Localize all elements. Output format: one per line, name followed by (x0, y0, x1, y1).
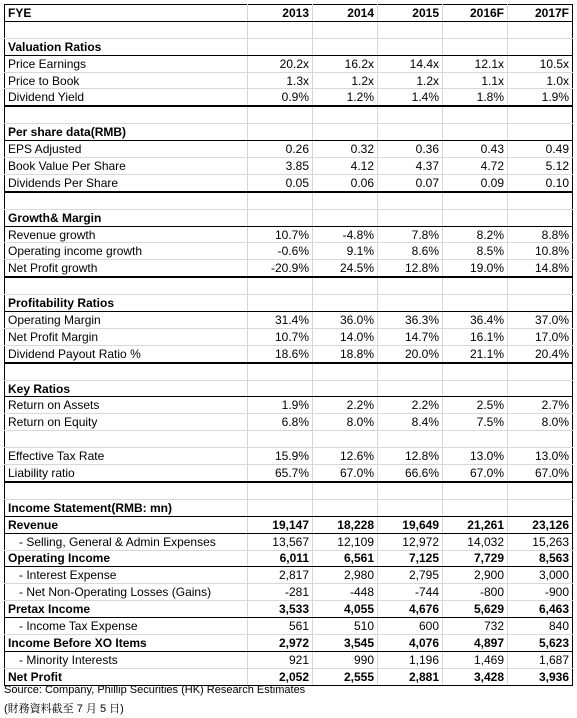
header-label: FYE (5, 5, 248, 22)
data-row (5, 516, 573, 533)
empty-cell (248, 431, 313, 448)
empty-cell (443, 124, 508, 141)
row-label: Revenue (5, 516, 248, 533)
value-cell: 8.8% (508, 226, 573, 243)
value-cell: 2,900 (443, 567, 508, 584)
value-cell: 4,055 (313, 601, 378, 618)
section-title-row (5, 38, 573, 55)
value-cell: -0.6% (248, 243, 313, 260)
empty-cell (508, 209, 573, 226)
value-cell: 1.9% (508, 89, 573, 106)
row-label: Operating income growth (5, 243, 248, 260)
data-row (5, 243, 573, 260)
data-date-note: (財務資料截至 7 月 5 日) (4, 703, 124, 715)
value-cell: 5,623 (508, 634, 573, 651)
value-cell: 840 (508, 618, 573, 635)
section-title: Profitability Ratios (5, 295, 248, 312)
empty-cell (5, 21, 248, 38)
empty-cell (248, 295, 313, 312)
value-cell: 12.8% (378, 260, 443, 277)
value-cell: 21.1% (443, 345, 508, 362)
value-cell: 24.5% (313, 260, 378, 277)
value-cell: 0.05 (248, 174, 313, 191)
data-row (5, 601, 573, 618)
data-row (5, 448, 573, 465)
value-cell: 1.0x (508, 72, 573, 89)
empty-cell (5, 431, 248, 448)
empty-cell (248, 380, 313, 397)
data-row (5, 345, 573, 362)
spacer-row (5, 277, 573, 294)
empty-cell (248, 363, 313, 380)
data-row (5, 55, 573, 72)
value-cell: 2.7% (508, 397, 573, 414)
empty-cell (248, 192, 313, 209)
value-cell: 1.9% (248, 397, 313, 414)
empty-cell (313, 106, 378, 123)
empty-cell (378, 295, 443, 312)
value-cell: 3,428 (443, 668, 508, 685)
value-cell: 4.72 (443, 158, 508, 175)
empty-cell (313, 124, 378, 141)
row-label: Return on Equity (5, 414, 248, 431)
data-row (5, 89, 573, 106)
data-row (5, 550, 573, 567)
row-label: Dividend Payout Ratio % (5, 345, 248, 362)
value-cell: 8.0% (313, 414, 378, 431)
data-row (5, 567, 573, 584)
empty-cell (508, 106, 573, 123)
value-cell: 8.5% (443, 243, 508, 260)
row-label: - Selling, General & Admin Expenses (5, 533, 248, 550)
value-cell: 7.5% (443, 414, 508, 431)
year-header: 2014 (313, 5, 378, 22)
data-row (5, 465, 573, 482)
section-title-row (5, 209, 573, 226)
value-cell: 1.2% (313, 89, 378, 106)
value-cell: 67.0% (443, 465, 508, 482)
section-title-row (5, 499, 573, 516)
value-cell: 10.7% (248, 226, 313, 243)
value-cell: 2.5% (443, 397, 508, 414)
empty-cell (443, 431, 508, 448)
empty-cell (5, 106, 248, 123)
value-cell: 20.0% (378, 345, 443, 362)
empty-cell (248, 21, 313, 38)
empty-cell (443, 482, 508, 499)
section-title: Per share data(RMB) (5, 124, 248, 141)
value-cell: 21,261 (443, 516, 508, 533)
empty-cell (443, 363, 508, 380)
value-cell: 23,126 (508, 516, 573, 533)
value-cell: 19,649 (378, 516, 443, 533)
data-row (5, 634, 573, 651)
value-cell: 37.0% (508, 312, 573, 329)
empty-cell (313, 277, 378, 294)
empty-cell (378, 38, 443, 55)
empty-cell (508, 38, 573, 55)
data-row (5, 174, 573, 191)
value-cell: 3,533 (248, 601, 313, 618)
empty-cell (508, 295, 573, 312)
value-cell: 2.2% (378, 397, 443, 414)
value-cell: 14.7% (378, 328, 443, 345)
empty-cell (248, 499, 313, 516)
section-title-row (5, 380, 573, 397)
empty-cell (313, 192, 378, 209)
value-cell: 1,687 (508, 651, 573, 668)
empty-cell (248, 482, 313, 499)
value-cell: 13.0% (443, 448, 508, 465)
row-label: Price Earnings (5, 55, 248, 72)
row-label: - Interest Expense (5, 567, 248, 584)
data-row (5, 668, 573, 685)
value-cell: 8.2% (443, 226, 508, 243)
section-title: Growth& Margin (5, 209, 248, 226)
value-cell: 8.6% (378, 243, 443, 260)
empty-cell (248, 38, 313, 55)
value-cell: 19.0% (443, 260, 508, 277)
spacer-row (5, 363, 573, 380)
value-cell: 67.0% (313, 465, 378, 482)
value-cell: 36.4% (443, 312, 508, 329)
value-cell: 15,263 (508, 533, 573, 550)
empty-cell (313, 380, 378, 397)
empty-cell (378, 124, 443, 141)
value-cell: -281 (248, 584, 313, 601)
value-cell: 0.36 (378, 141, 443, 158)
value-cell: -900 (508, 584, 573, 601)
row-label: Dividend Yield (5, 89, 248, 106)
row-label: Liability ratio (5, 465, 248, 482)
data-row (5, 158, 573, 175)
empty-cell (5, 363, 248, 380)
value-cell: 12,972 (378, 533, 443, 550)
data-row (5, 397, 573, 414)
spacer-row (5, 431, 573, 448)
empty-cell (443, 38, 508, 55)
section-title-row (5, 295, 573, 312)
empty-cell (248, 106, 313, 123)
row-label: Net Profit growth (5, 260, 248, 277)
row-label: - Minority Interests (5, 651, 248, 668)
value-cell: 4,076 (378, 634, 443, 651)
value-cell: 7,125 (378, 550, 443, 567)
value-cell: 12.6% (313, 448, 378, 465)
empty-cell (378, 21, 443, 38)
row-label: Income Before XO Items (5, 634, 248, 651)
section-title: Income Statement(RMB: mn) (5, 499, 248, 516)
value-cell: 12.1x (443, 55, 508, 72)
value-cell: 17.0% (508, 328, 573, 345)
row-label: Price to Book (5, 72, 248, 89)
empty-cell (248, 209, 313, 226)
empty-cell (378, 192, 443, 209)
empty-cell (378, 431, 443, 448)
data-row (5, 141, 573, 158)
empty-cell (313, 363, 378, 380)
value-cell: 3,000 (508, 567, 573, 584)
row-label: Revenue growth (5, 226, 248, 243)
header-row (5, 5, 573, 22)
value-cell: 67.0% (508, 465, 573, 482)
value-cell: 18.6% (248, 345, 313, 362)
empty-cell (5, 192, 248, 209)
empty-cell (508, 482, 573, 499)
empty-cell (443, 106, 508, 123)
empty-cell (443, 380, 508, 397)
empty-cell (508, 277, 573, 294)
empty-cell (313, 295, 378, 312)
value-cell: 14.0% (313, 328, 378, 345)
value-cell: 6,561 (313, 550, 378, 567)
value-cell: 19,147 (248, 516, 313, 533)
empty-cell (508, 21, 573, 38)
data-row (5, 226, 573, 243)
value-cell: 732 (443, 618, 508, 635)
value-cell: -800 (443, 584, 508, 601)
empty-cell (508, 499, 573, 516)
year-header: 2015 (378, 5, 443, 22)
value-cell: 36.0% (313, 312, 378, 329)
value-cell: 3.85 (248, 158, 313, 175)
row-label: EPS Adjusted (5, 141, 248, 158)
value-cell: 13,567 (248, 533, 313, 550)
section-title-row (5, 124, 573, 141)
value-cell: 2,980 (313, 567, 378, 584)
value-cell: 66.6% (378, 465, 443, 482)
empty-cell (313, 431, 378, 448)
value-cell: 36.3% (378, 312, 443, 329)
section-title: Key Ratios (5, 380, 248, 397)
empty-cell (443, 21, 508, 38)
value-cell: 510 (313, 618, 378, 635)
row-label: Return on Assets (5, 397, 248, 414)
value-cell: 8,563 (508, 550, 573, 567)
value-cell: 2.2% (313, 397, 378, 414)
year-header: 2017F (508, 5, 573, 22)
spacer-row (5, 21, 573, 38)
empty-cell (378, 499, 443, 516)
empty-cell (508, 363, 573, 380)
section-title: Valuation Ratios (5, 38, 248, 55)
value-cell: 2,555 (313, 668, 378, 685)
value-cell: 1.8% (443, 89, 508, 106)
value-cell: 6.8% (248, 414, 313, 431)
empty-cell (378, 106, 443, 123)
empty-cell (508, 192, 573, 209)
value-cell: -744 (378, 584, 443, 601)
value-cell: 2,881 (378, 668, 443, 685)
value-cell: 5,629 (443, 601, 508, 618)
value-cell: -448 (313, 584, 378, 601)
value-cell: 2,972 (248, 634, 313, 651)
value-cell: 4.37 (378, 158, 443, 175)
empty-cell (313, 38, 378, 55)
value-cell: 4,897 (443, 634, 508, 651)
spacer-row (5, 192, 573, 209)
value-cell: -20.9% (248, 260, 313, 277)
row-label: Effective Tax Rate (5, 448, 248, 465)
value-cell: 16.1% (443, 328, 508, 345)
value-cell: 6,011 (248, 550, 313, 567)
empty-cell (378, 482, 443, 499)
value-cell: 921 (248, 651, 313, 668)
data-row (5, 328, 573, 345)
value-cell: 0.49 (508, 141, 573, 158)
data-row (5, 618, 573, 635)
value-cell: 7.8% (378, 226, 443, 243)
empty-cell (313, 482, 378, 499)
empty-cell (313, 499, 378, 516)
empty-cell (443, 499, 508, 516)
empty-cell (443, 277, 508, 294)
value-cell: 1.2x (313, 72, 378, 89)
value-cell: 2,052 (248, 668, 313, 685)
row-label: Operating Income (5, 550, 248, 567)
value-cell: 8.4% (378, 414, 443, 431)
value-cell: 16.2x (313, 55, 378, 72)
value-cell: 12,109 (313, 533, 378, 550)
value-cell: 4,676 (378, 601, 443, 618)
value-cell: 0.10 (508, 174, 573, 191)
year-header: 2016F (443, 5, 508, 22)
value-cell: 14,032 (443, 533, 508, 550)
value-cell: 18.8% (313, 345, 378, 362)
empty-cell (378, 363, 443, 380)
data-row (5, 584, 573, 601)
empty-cell (313, 21, 378, 38)
value-cell: 18,228 (313, 516, 378, 533)
value-cell: 1.3x (248, 72, 313, 89)
empty-cell (378, 380, 443, 397)
empty-cell (443, 209, 508, 226)
value-cell: 15.9% (248, 448, 313, 465)
data-row (5, 260, 573, 277)
financial-table (4, 4, 573, 686)
empty-cell (378, 277, 443, 294)
empty-cell (508, 380, 573, 397)
value-cell: 31.4% (248, 312, 313, 329)
value-cell: 3,936 (508, 668, 573, 685)
empty-cell (248, 124, 313, 141)
source-note: Source: Company, Phillip Securities (HK) Research Estimates (4, 684, 306, 696)
data-row (5, 72, 573, 89)
value-cell: 14.4x (378, 55, 443, 72)
value-cell: 8.0% (508, 414, 573, 431)
value-cell: 2,817 (248, 567, 313, 584)
value-cell: 0.9% (248, 89, 313, 106)
empty-cell (248, 277, 313, 294)
value-cell: 0.07 (378, 174, 443, 191)
spacer-row (5, 106, 573, 123)
value-cell: 2,795 (378, 567, 443, 584)
empty-cell (378, 209, 443, 226)
empty-cell (5, 277, 248, 294)
value-cell: 1,469 (443, 651, 508, 668)
spacer-row (5, 482, 573, 499)
value-cell: 0.26 (248, 141, 313, 158)
value-cell: 4.12 (313, 158, 378, 175)
value-cell: 9.1% (313, 243, 378, 260)
value-cell: 0.06 (313, 174, 378, 191)
value-cell: 0.43 (443, 141, 508, 158)
row-label: Operating Margin (5, 312, 248, 329)
value-cell: 600 (378, 618, 443, 635)
empty-cell (313, 209, 378, 226)
data-row (5, 533, 573, 550)
value-cell: 12.8% (378, 448, 443, 465)
value-cell: 1,196 (378, 651, 443, 668)
value-cell: 1.2x (378, 72, 443, 89)
row-label: - Net Non-Operating Losses (Gains) (5, 584, 248, 601)
value-cell: 65.7% (248, 465, 313, 482)
value-cell: 561 (248, 618, 313, 635)
empty-cell (508, 124, 573, 141)
value-cell: 10.5x (508, 55, 573, 72)
value-cell: 7,729 (443, 550, 508, 567)
row-label: Dividends Per Share (5, 174, 248, 191)
value-cell: 6,463 (508, 601, 573, 618)
empty-cell (5, 482, 248, 499)
value-cell: 3,545 (313, 634, 378, 651)
row-label: Book Value Per Share (5, 158, 248, 175)
data-row (5, 414, 573, 431)
data-row (5, 312, 573, 329)
value-cell: 10.7% (248, 328, 313, 345)
value-cell: 5.12 (508, 158, 573, 175)
row-label: - Income Tax Expense (5, 618, 248, 635)
value-cell: 990 (313, 651, 378, 668)
value-cell: 20.4% (508, 345, 573, 362)
value-cell: 10.8% (508, 243, 573, 260)
empty-cell (443, 295, 508, 312)
value-cell: 14.8% (508, 260, 573, 277)
value-cell: 1.4% (378, 89, 443, 106)
row-label: Net Profit (5, 668, 248, 685)
data-row (5, 651, 573, 668)
empty-cell (508, 431, 573, 448)
value-cell: 1.1x (443, 72, 508, 89)
value-cell: 20.2x (248, 55, 313, 72)
empty-cell (443, 192, 508, 209)
value-cell: 0.09 (443, 174, 508, 191)
year-header: 2013 (248, 5, 313, 22)
value-cell: 13.0% (508, 448, 573, 465)
row-label: Net Profit Margin (5, 328, 248, 345)
row-label: Pretax Income (5, 601, 248, 618)
value-cell: 0.32 (313, 141, 378, 158)
value-cell: -4.8% (313, 226, 378, 243)
